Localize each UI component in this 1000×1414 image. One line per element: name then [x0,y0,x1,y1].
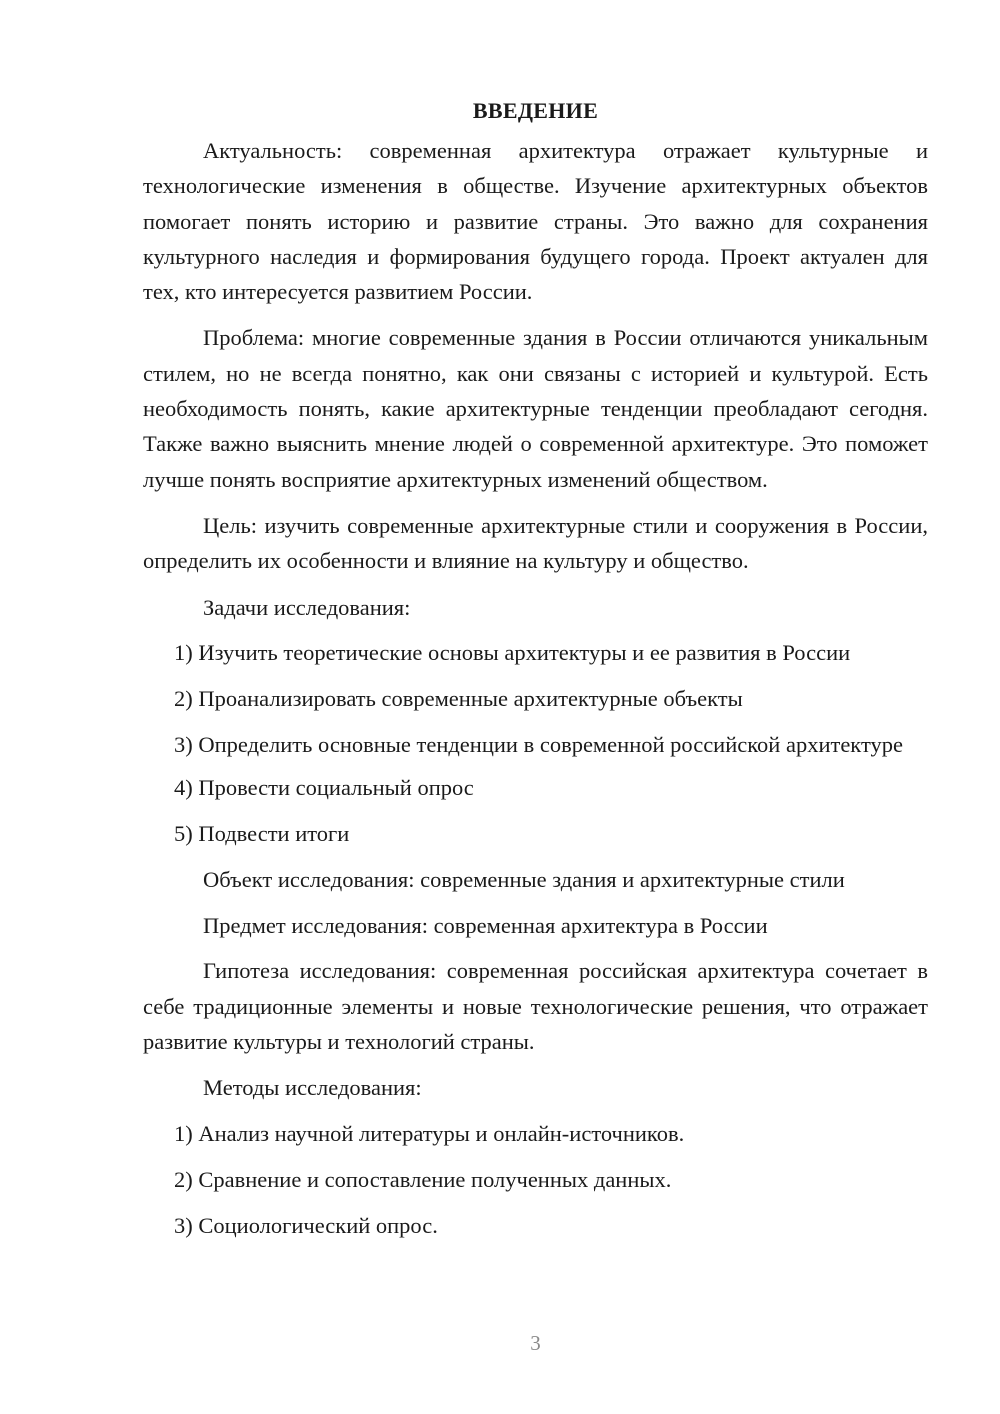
research-subject: Предмет исследования: современная архитектура в России [203,912,768,938]
method-item: 1) Анализ научной литературы и онлайн-источников. [174,1121,685,1147]
task-item: 4) Провести социальный опрос [174,775,474,801]
method-item: 3) Социологический опрос. [174,1212,438,1238]
problem-paragraph: Проблема: многие современные здания в России отличаются уникальным стилем, но не всегда понятно, как они связаны с историей и культурой. Есть необходимость понять, какие архитектурные тенденции преобладают сегодня. Также важно выяснить мнение людей о современной архитектуре. Это поможет лучше понять восприятие архитектурных изменений обществом. [143,325,928,492]
task-item: 5) Подвести итоги [174,821,350,847]
document-body [143,93,928,1254]
task-item: 3) Определить основные тенденции в современной российской архитектуре [174,731,903,757]
task-item: 1) Изучить теоретические основы архитектуры и ее развития в России [174,640,851,666]
goal-paragraph: Цель: изучить современные архитектурные стили и сооружения в России, определить их особенности и влияние на культуру и общество. [143,512,928,574]
page-number: 3 [530,1331,541,1355]
tasks-title: Задачи исследования: [203,594,411,620]
method-item: 2) Сравнение и сопоставление полученных данных. [174,1166,672,1192]
research-object: Объект исследования: современные здания и архитектурные стили [203,866,845,892]
task-item: 2) Проанализировать современные архитектурные объекты [174,686,743,712]
hypothesis-paragraph: Гипотеза исследования: современная российская архитектура сочетает в себе традиционные элементы и новые технологические решения, что отражает развитие культуры и технологий страны. [143,958,928,1055]
methods-title: Методы исследования: [203,1075,422,1101]
section-heading: ВВЕДЕНИЕ [472,98,599,123]
relevance-paragraph: Актуальность: современная архитектура отражает культурные и технологические изменения в обществе. Изучение архитектурных объектов помогает понять историю и развитие страны. Это важно для сохранения культурного наследия и формирования будущего города. Проект актуален для тех, кто интересуется развитием России. [143,138,928,305]
